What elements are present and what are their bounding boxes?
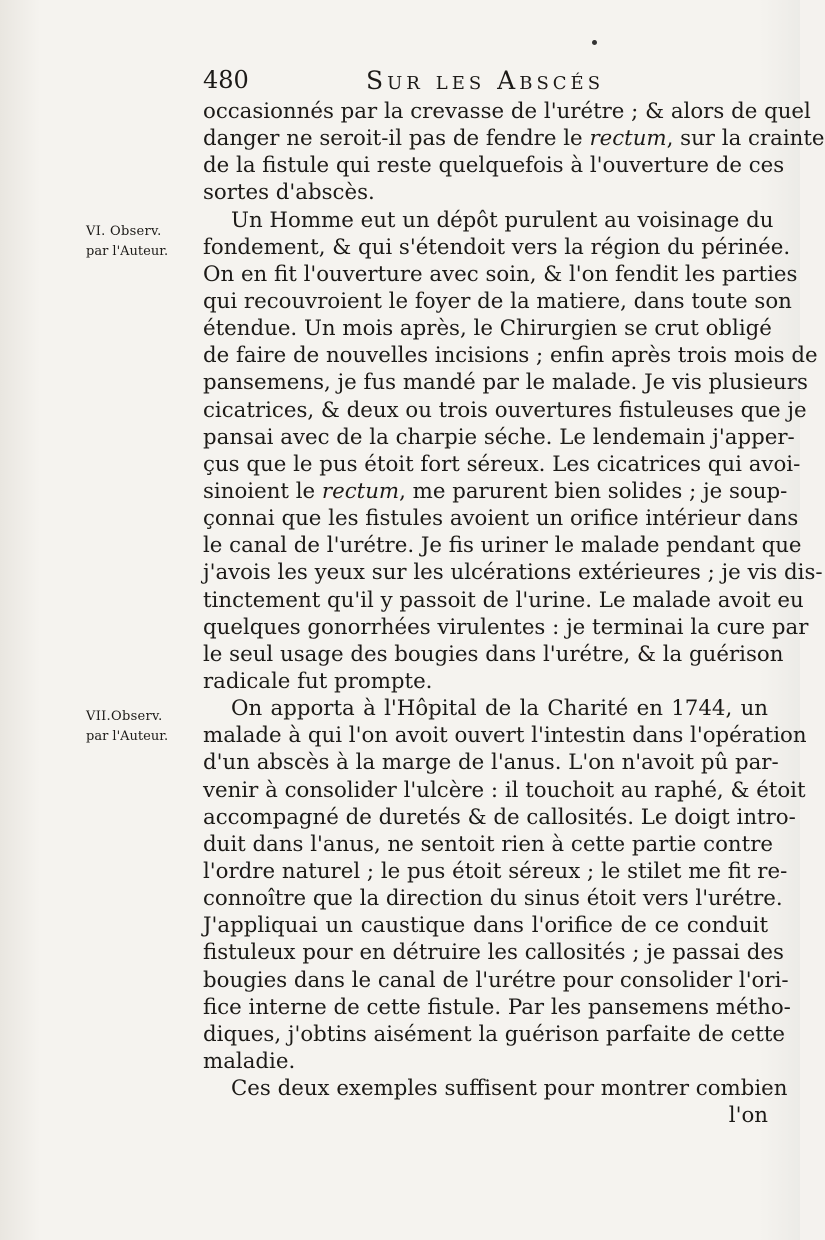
margin-note-observation-7 xyxy=(86,707,206,747)
text-line: Ces deux exemples suffisent pour montrer combien xyxy=(231,1076,788,1102)
text-line: çus que le pus étoit fort séreux. Les cicatrices qui avoi- xyxy=(203,451,801,477)
paragraph xyxy=(203,98,825,207)
text-line: le canal de l'urétre. Je fis uriner le malade pendant que xyxy=(203,533,802,559)
text-line: le seul usage des bougies dans l'urétre, & la guérison xyxy=(203,641,784,667)
text-line: de la fistule qui reste quelquefois à l'ouverture de ces xyxy=(203,153,785,179)
margin-note-title: VI. Observ. xyxy=(86,224,162,239)
text-line: duit dans l'anus, ne sentoit rien à cette partie contre xyxy=(203,831,773,857)
text-line: j'avois les yeux sur les ulcérations extérieures ; je vis dis- xyxy=(203,560,823,586)
text-line: connoître que la direction du sinus étoit vers l'urétre. xyxy=(203,886,783,912)
text-line: l'ordre naturel ; le pus étoit séreux ; le stilet me fit re- xyxy=(203,858,788,884)
text-line: fistuleux pour en détruire les callosités ; je passai des xyxy=(203,940,784,966)
page-header xyxy=(203,66,763,100)
text-line: d'un abscès à la marge de l'anus. L'on n'avoit pû par- xyxy=(203,750,779,776)
text-line: maladie. xyxy=(203,1048,296,1074)
text-line: Un Homme eut un dépôt purulent au voisinage du xyxy=(231,207,774,233)
margin-note-title: VII.Observ. xyxy=(86,709,163,724)
margin-note-observation-6 xyxy=(86,222,206,262)
text-line: accompagné de duretés & de callosités. Le doigt intro- xyxy=(203,804,796,830)
text-line: de faire de nouvelles incisions ; enfin après trois mois de xyxy=(203,343,818,369)
text-line: radicale fut prompte. xyxy=(203,668,433,694)
text-line: fondement, & qui s'étendoit vers la région du périnée. xyxy=(203,234,791,260)
text-line: venir à consolider l'ulcère : il touchoit au raphé, & étoit xyxy=(203,777,806,803)
text-line: On en fit l'ouverture avec soin, & l'on fendit les parties xyxy=(203,261,798,287)
text-line: cicatrices, & deux ou trois ouvertures fistuleuses que je xyxy=(203,397,807,423)
text-line: quelques gonorrhées virulentes : je terminai la cure par xyxy=(203,614,809,640)
margin-note-subtitle: par l'Auteur. xyxy=(86,729,169,744)
running-head: Sur les Abscés xyxy=(366,66,605,95)
text-line: çonnai que les fistules avoient un orifice intérieur dans xyxy=(203,506,799,532)
text-line: pansai avec de la charpie séche. Le lendemain j'apper- xyxy=(203,424,795,450)
text-line: J'appliquai un caustique dans l'orifice de ce conduit xyxy=(203,913,768,939)
catchword: l'on xyxy=(728,1103,768,1129)
body-text xyxy=(203,98,825,1129)
text-line: sinoient le rectum, me parurent bien solides ; je soup- xyxy=(203,478,788,504)
paragraph xyxy=(203,695,807,1075)
page-number: 480 xyxy=(203,66,249,94)
ink-speck xyxy=(592,40,597,45)
text-line: malade à qui l'on avoit ouvert l'intestin dans l'opération xyxy=(203,723,807,749)
text-line: occasionnés par la crevasse de l'urétre ; & alors de quel xyxy=(203,99,811,124)
text-line: diques, j'obtins aisément la guérison parfaite de cette xyxy=(203,1021,785,1047)
text-line: pansemens, je fus mandé par le malade. Je vis plusieurs xyxy=(203,370,808,396)
text-line: étendue. Un mois après, le Chirurgien se crut obligé xyxy=(203,316,772,342)
paragraph xyxy=(203,1075,788,1102)
paragraph xyxy=(203,207,823,696)
text-line: qui recouvroient le foyer de la matiere, dans toute son xyxy=(203,288,792,314)
text-line: On apporta à l'Hôpital de la Charité en 1744, un xyxy=(231,696,768,722)
margin-note-subtitle: par l'Auteur. xyxy=(86,244,169,259)
text-line: bougies dans le canal de l'urétre pour consolider l'ori- xyxy=(203,967,789,993)
text-line: danger ne seroit-il pas de fendre le rectum, sur la crainte xyxy=(203,126,825,152)
text-line: tinctement qu'il y passoit de l'urine. Le malade avoit eu xyxy=(203,587,804,613)
text-line: sortes d'abscès. xyxy=(203,180,375,206)
text-line: fice interne de cette fistule. Par les pansemens métho- xyxy=(203,994,791,1020)
